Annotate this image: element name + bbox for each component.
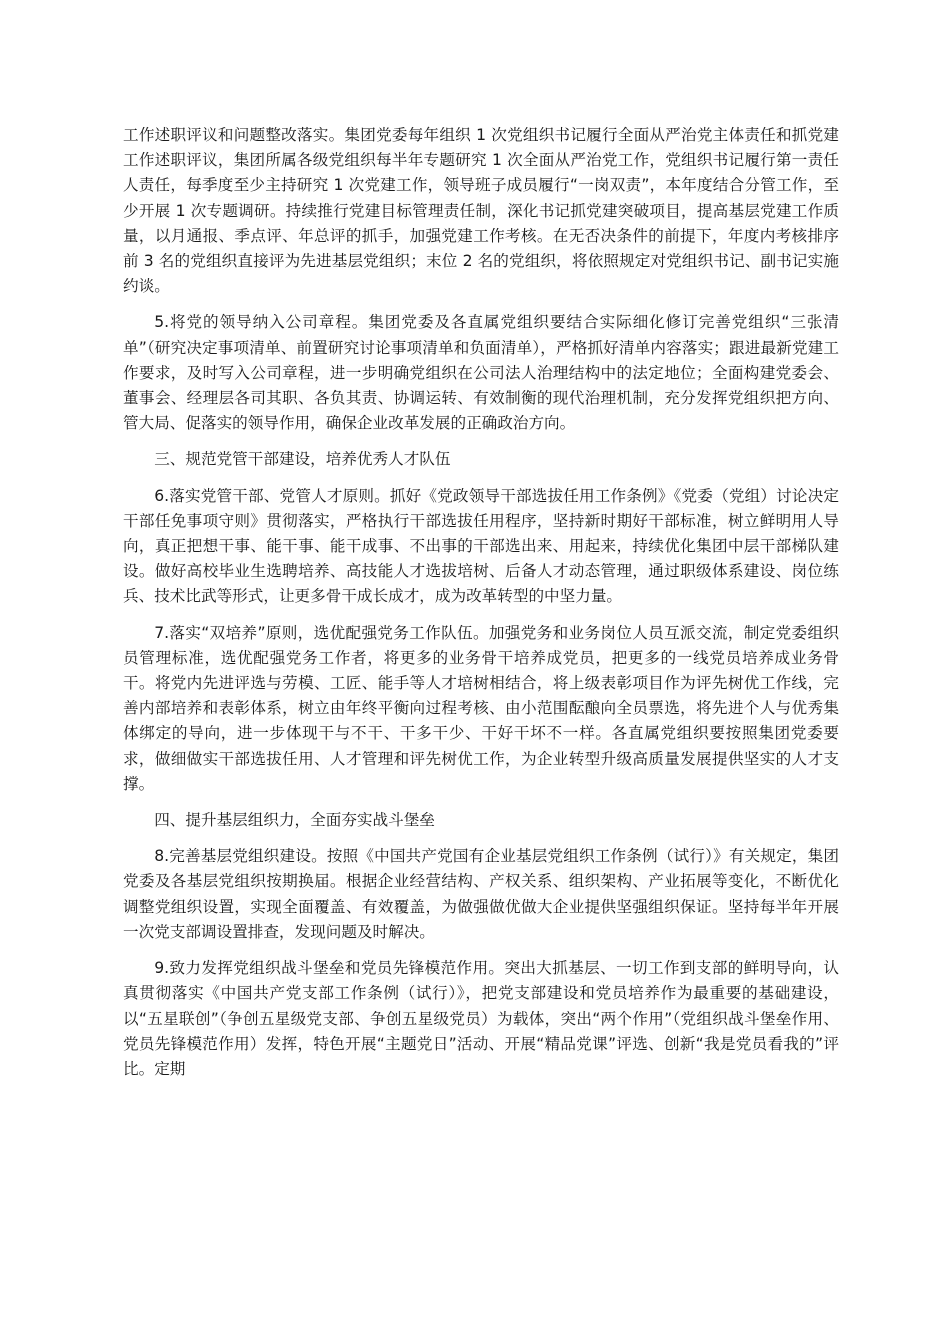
- paragraph-item-5: 5.将党的领导纳入公司章程。集团党委及各直属党组织要结合实际细化修订完善党组织“三张清单”（研究决定事项清单、前置研究讨论事项清单和负面清单），严格抓好清单内容落实；跟进最新党建工作要求，及时写入公司章程，进一步明确党组织在公司法人治理结构中的法定地位；全面构建党委会、董事会、经理层各司其职、各负其责、协调运转、有效制衡的现代治理机制，充分发挥党组织把方向、管大局、促落实的领导作用，确保企业改革发展的正确政治方向。: [123, 313, 839, 433]
- paragraph-item-7: 7.落实“双培养”原则，选优配强党务工作队伍。加强党务和业务岗位人员互派交流，制定党委组织员管理标准，选优配强党务工作者，将更多的业务骨干培养成党员，把更多的一线党员培养成业务骨干。将党内先进评选与劳模、工匠、能手等人才培树相结合，将上级表彰项目作为评先树优工作线，完善内部培养和表彰体系，树立由年终平衡向过程考核、由小范围酝酿向全员票选，将先进个人与优秀集体绑定的导向，进一步体现干与不干、干多干少、干好干坏不一样。各直属党组织要按照集团党委要求，做细做实干部选拔任用、人才管理和评先树优工作，为企业转型升级高质量发展提供坚实的人才支撑。: [123, 623, 839, 793]
- paragraph-continuation: 工作述职评议和问题整改落实。集团党委每年组织 1 次党组织书记履行全面从严治党主体责任和抓党建工作述职评议，集团所属各级党组织每半年专题研究 1 次全面从严治党工作，党组织书记履行第一责任人责任，每季度至少主持研究 1 次党建工作，领导班子成员履行“一岗双责”，本年度结合分管工作，至少开展 1 次专题调研。持续推行党建目标管理责任制，深化书记抓党建突破项目，提高基层党建工作质量，以月通报、季点评、年总评的抓手，加强党建工作考核。在无否决条件的前提下，年度内考核排序前 3 名的党组织直接评为先进基层党组织；末位 2 名的党组织，将依照规定对党组织书记、副书记实施约谈。: [123, 126, 839, 296]
- section-heading-4: 四、提升基层组织力，全面夯实战斗堡垒: [154, 811, 435, 830]
- paragraph-item-8: 8.完善基层党组织建设。按照《中国共产党国有企业基层党组织工作条例（试行）》有关规定，集团党委及各基层党组织按期换届。根据企业经营结构、产权关系、组织架构、产业拓展等变化，不断优化调整党组织设置，实现全面覆盖、有效覆盖，为做强做优做大企业提供坚强组织保证。坚持每半年开展一次党支部调设置排查，发现问题及时解决。: [123, 847, 839, 941]
- section-heading-3: 三、规范党管干部建设，培养优秀人才队伍: [154, 450, 451, 469]
- paragraph-item-9: 9.致力发挥党组织战斗堡垒和党员先锋模范作用。突出大抓基层、一切工作到支部的鲜明导向，认真贯彻落实《中国共产党支部工作条例（试行）》，把党支部建设和党员培养作为最重要的基础建设，以“五星联创”（争创五星级党支部、争创五星级党员）为载体，突出“两个作用”（党组织战斗堡垒作用、党员先锋模范作用）发挥，特色开展“主题党日”活动、开展“精品党课”评选、创新“我是党员看我的”评比。定期: [123, 959, 839, 1078]
- document-page: [123, 123, 839, 1093]
- paragraph-item-6: 6.落实党管干部、党管人才原则。抓好《党政领导干部选拔任用工作条例》《党委（党组）讨论决定干部任免事项守则》贯彻落实，严格执行干部选拔任用程序，坚持新时期好干部标准，树立鲜明用人导向，真正把想干事、能干事、能干成事、不出事的干部选出来、用起来，持续优化集团中层干部梯队建设。做好高校毕业生选聘培养、高技能人才选拔培树、后备人才动态管理，通过职级体系建设、岗位练兵、技术比武等形式，让更多骨干成长成才，成为改革转型的中坚力量。: [123, 486, 839, 606]
